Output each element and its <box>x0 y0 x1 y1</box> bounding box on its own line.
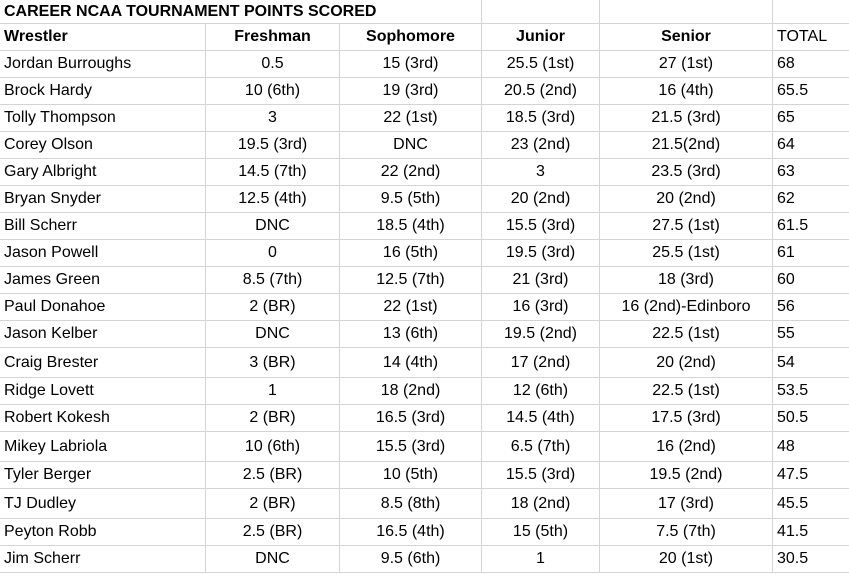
header-total[interactable]: TOTAL <box>777 28 828 45</box>
sophomore-cell[interactable]: 19 (3rd) <box>340 78 482 104</box>
sophomore-cell[interactable]: 12.5 (7th) <box>340 267 482 293</box>
senior-cell[interactable]: 20 (1st) <box>600 546 773 572</box>
table-row <box>0 294 849 321</box>
junior-cell[interactable]: 14.5 (4th) <box>482 405 600 431</box>
table-row <box>0 240 849 267</box>
freshman-cell[interactable]: 0.5 <box>206 51 340 77</box>
header-senior[interactable]: Senior <box>600 24 773 50</box>
senior-cell[interactable]: 22.5 (1st) <box>600 321 773 347</box>
total-cell[interactable]: 68 <box>777 55 795 72</box>
header-sophomore[interactable]: Sophomore <box>340 24 482 50</box>
senior-cell[interactable]: 16 (2nd)-Edinboro <box>600 294 773 320</box>
sophomore-cell[interactable]: 22 (1st) <box>340 294 482 320</box>
freshman-cell[interactable]: 19.5 (3rd) <box>206 132 340 158</box>
sophomore-cell[interactable]: 8.5 (8th) <box>340 489 482 518</box>
sophomore-cell[interactable]: 22 (2nd) <box>340 159 482 185</box>
total-cell[interactable]: 62 <box>777 190 795 207</box>
junior-cell[interactable]: 19.5 (3rd) <box>482 240 600 266</box>
senior-cell[interactable]: 17.5 (3rd) <box>600 405 773 431</box>
wrestler-cell[interactable]: Jason Kelber <box>0 321 206 347</box>
header-wrestler[interactable]: Wrestler <box>0 24 206 50</box>
freshman-cell[interactable]: 14.5 (7th) <box>206 159 340 185</box>
wrestler-cell[interactable]: Paul Donahoe <box>0 294 206 320</box>
header-freshman[interactable]: Freshman <box>206 24 340 50</box>
freshman-cell[interactable]: 2 (BR) <box>206 405 340 431</box>
wrestler-cell[interactable]: Jason Powell <box>0 240 206 266</box>
junior-cell[interactable]: 15.5 (3rd) <box>482 213 600 239</box>
junior-cell[interactable]: 6.5 (7th) <box>482 432 600 461</box>
table-row <box>0 489 849 519</box>
wrestler-cell[interactable]: Bryan Snyder <box>0 186 206 212</box>
sophomore-cell[interactable]: 16.5 (4th) <box>340 519 482 545</box>
header-junior[interactable]: Junior <box>482 24 600 50</box>
sophomore-cell[interactable]: 16.5 (3rd) <box>340 405 482 431</box>
total-cell[interactable]: 48 <box>777 437 795 455</box>
wrestler-cell[interactable]: TJ Dudley <box>0 489 206 518</box>
sophomore-cell[interactable]: 13 (6th) <box>340 321 482 347</box>
senior-cell[interactable]: 22.5 (1st) <box>600 378 773 404</box>
senior-cell[interactable]: 18 (3rd) <box>600 267 773 293</box>
wrestler-cell[interactable]: Mikey Labriola <box>0 432 206 461</box>
senior-cell[interactable]: 21.5(2nd) <box>600 132 773 158</box>
table-row <box>0 159 849 186</box>
sophomore-cell[interactable]: 18 (2nd) <box>340 378 482 404</box>
freshman-cell[interactable]: 10 (6th) <box>206 432 340 461</box>
freshman-cell[interactable]: 10 (6th) <box>206 78 340 104</box>
table-row <box>0 462 849 489</box>
freshman-cell[interactable]: 3 <box>206 105 340 131</box>
total-cell[interactable]: 65.5 <box>777 82 809 99</box>
total-cell[interactable]: 47.5 <box>777 466 809 483</box>
junior-cell[interactable]: 21 (3rd) <box>482 267 600 293</box>
junior-cell[interactable]: 15.5 (3rd) <box>482 462 600 488</box>
freshman-cell[interactable]: DNC <box>206 546 340 572</box>
junior-cell[interactable]: 15 (5th) <box>482 519 600 545</box>
wrestler-cell[interactable]: Jim Scherr <box>0 546 206 572</box>
table-row <box>0 105 849 132</box>
sophomore-cell[interactable]: DNC <box>340 132 482 158</box>
senior-cell[interactable]: 27 (1st) <box>600 51 773 77</box>
header-row <box>0 24 849 51</box>
total-cell[interactable]: 50.5 <box>777 409 809 426</box>
junior-cell[interactable]: 20 (2nd) <box>482 186 600 212</box>
sophomore-cell[interactable]: 22 (1st) <box>340 105 482 131</box>
table-row <box>0 348 849 378</box>
junior-cell[interactable]: 18 (2nd) <box>482 489 600 518</box>
table-row <box>0 378 849 405</box>
freshman-cell[interactable]: 0 <box>206 240 340 266</box>
total-cell[interactable]: 54 <box>777 353 795 371</box>
senior-cell[interactable]: 17 (3rd) <box>600 489 773 518</box>
total-cell[interactable]: 61.5 <box>777 217 809 234</box>
senior-cell[interactable]: 20 (2nd) <box>600 186 773 212</box>
freshman-cell[interactable]: 2 (BR) <box>206 489 340 518</box>
table-row <box>0 405 849 432</box>
junior-cell[interactable]: 16 (3rd) <box>482 294 600 320</box>
freshman-cell[interactable]: 2.5 (BR) <box>206 462 340 488</box>
sophomore-cell[interactable]: 15.5 (3rd) <box>340 432 482 461</box>
junior-cell[interactable]: 18.5 (3rd) <box>482 105 600 131</box>
wrestler-cell[interactable]: Jordan Burroughs <box>0 51 206 77</box>
senior-cell[interactable]: 16 (2nd) <box>600 432 773 461</box>
table-row <box>0 519 849 546</box>
senior-cell[interactable]: 20 (2nd) <box>600 348 773 377</box>
table-row <box>0 432 849 462</box>
freshman-cell[interactable]: DNC <box>206 321 340 347</box>
junior-cell[interactable]: 1 <box>482 546 600 572</box>
total-cell[interactable]: 55 <box>777 325 795 342</box>
sophomore-cell[interactable]: 15 (3rd) <box>340 51 482 77</box>
empty-cell[interactable] <box>482 0 600 23</box>
freshman-cell[interactable]: 3 (BR) <box>206 348 340 377</box>
title-row <box>0 0 849 24</box>
wrestler-cell[interactable]: James Green <box>0 267 206 293</box>
wrestler-cell[interactable]: Bill Scherr <box>0 213 206 239</box>
freshman-cell[interactable]: 2 (BR) <box>206 294 340 320</box>
senior-cell[interactable]: 7.5 (7th) <box>600 519 773 545</box>
junior-cell[interactable]: 12 (6th) <box>482 378 600 404</box>
wrestler-cell[interactable]: Robert Kokesh <box>0 405 206 431</box>
total-cell[interactable]: 60 <box>777 271 795 288</box>
total-cell[interactable]: 30.5 <box>777 550 809 567</box>
empty-cell[interactable] <box>773 0 849 23</box>
table-row <box>0 186 849 213</box>
table-row <box>0 132 849 159</box>
wrestler-cell[interactable]: Corey Olson <box>0 132 206 158</box>
junior-cell[interactable]: 17 (2nd) <box>482 348 600 377</box>
total-cell[interactable]: 45.5 <box>777 494 809 512</box>
total-cell[interactable]: 56 <box>777 298 795 315</box>
sophomore-cell[interactable]: 9.5 (5th) <box>340 186 482 212</box>
junior-cell[interactable]: 25.5 (1st) <box>482 51 600 77</box>
total-cell[interactable]: 61 <box>777 244 795 261</box>
table-title[interactable]: CAREER NCAA TOURNAMENT POINTS SCORED <box>0 0 482 23</box>
senior-cell[interactable]: 21.5 (3rd) <box>600 105 773 131</box>
wrestler-cell[interactable]: Ridge Lovett <box>0 378 206 404</box>
senior-cell[interactable]: 16 (4th) <box>600 78 773 104</box>
junior-cell[interactable]: 23 (2nd) <box>482 132 600 158</box>
sophomore-cell[interactable]: 10 (5th) <box>340 462 482 488</box>
wrestler-cell[interactable]: Brock Hardy <box>0 78 206 104</box>
empty-cell[interactable] <box>600 0 773 23</box>
table-row <box>0 213 849 240</box>
total-cell[interactable]: 63 <box>777 163 795 180</box>
freshman-cell[interactable]: DNC <box>206 213 340 239</box>
total-cell[interactable]: 64 <box>777 136 795 153</box>
table-row <box>0 546 849 573</box>
total-cell[interactable]: 65 <box>777 109 795 126</box>
table-row <box>0 78 849 105</box>
senior-cell[interactable]: 27.5 (1st) <box>600 213 773 239</box>
table-row <box>0 321 849 348</box>
senior-cell[interactable]: 19.5 (2nd) <box>600 462 773 488</box>
freshman-cell[interactable]: 2.5 (BR) <box>206 519 340 545</box>
wrestler-cell[interactable]: Gary Albright <box>0 159 206 185</box>
freshman-cell[interactable]: 1 <box>206 378 340 404</box>
wrestler-cell[interactable]: Tolly Thompson <box>0 105 206 131</box>
sophomore-cell[interactable]: 14 (4th) <box>340 348 482 377</box>
wrestler-cell[interactable]: Tyler Berger <box>0 462 206 488</box>
senior-cell[interactable]: 25.5 (1st) <box>600 240 773 266</box>
table-row <box>0 267 849 294</box>
junior-cell[interactable]: 3 <box>482 159 600 185</box>
sophomore-cell[interactable]: 16 (5th) <box>340 240 482 266</box>
junior-cell[interactable]: 19.5 (2nd) <box>482 321 600 347</box>
sophomore-cell[interactable]: 9.5 (6th) <box>340 546 482 572</box>
freshman-cell[interactable]: 8.5 (7th) <box>206 267 340 293</box>
table-row <box>0 51 849 78</box>
wrestler-cell[interactable]: Peyton Robb <box>0 519 206 545</box>
total-cell[interactable]: 53.5 <box>777 382 809 399</box>
total-cell[interactable]: 41.5 <box>777 523 809 540</box>
sophomore-cell[interactable]: 18.5 (4th) <box>340 213 482 239</box>
freshman-cell[interactable]: 12.5 (4th) <box>206 186 340 212</box>
junior-cell[interactable]: 20.5 (2nd) <box>482 78 600 104</box>
wrestler-cell[interactable]: Craig Brester <box>0 348 206 377</box>
senior-cell[interactable]: 23.5 (3rd) <box>600 159 773 185</box>
